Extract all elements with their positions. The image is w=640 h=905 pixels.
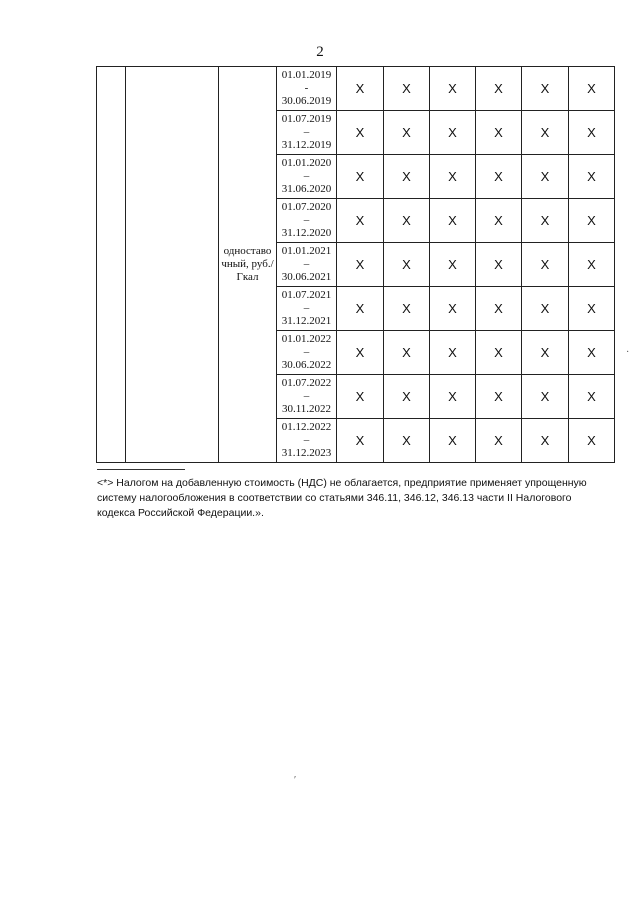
value-cell: X [337, 331, 384, 375]
value-cell: X [522, 419, 569, 463]
value-cell: X [522, 199, 569, 243]
period-to: 31.12.2021 [281, 315, 332, 327]
unit-cell: одноставо чный, руб./Гкал [219, 67, 277, 463]
value-cell: X [430, 243, 476, 287]
value-cell: X [522, 375, 569, 419]
value-cell: X [384, 419, 430, 463]
value-cell: X [430, 199, 476, 243]
period-dash: - [304, 82, 309, 94]
value-cell: X [476, 243, 522, 287]
value-cell: X [569, 67, 615, 111]
period-to: 31.12.2023 [281, 447, 332, 459]
value-cell: X [522, 67, 569, 111]
value-cell: X [384, 67, 430, 111]
value-cell: X [430, 111, 476, 155]
value-cell: X [476, 199, 522, 243]
value-cell: X [476, 419, 522, 463]
footnote-separator [97, 469, 185, 470]
value-cell: X [384, 331, 430, 375]
value-cell: X [337, 199, 384, 243]
value-cell: X [384, 287, 430, 331]
empty-cell [126, 67, 219, 463]
period-to: 31.12.2020 [281, 227, 332, 239]
period-from: 01.01.2020 [281, 157, 332, 169]
period-from: 01.07.2020 [281, 201, 332, 213]
period-dash: – [303, 346, 310, 358]
period-dash: – [303, 258, 310, 270]
value-cell: X [384, 199, 430, 243]
value-cell: X [522, 155, 569, 199]
value-cell: X [337, 375, 384, 419]
stray-mark: ′ [294, 775, 297, 786]
period-dash: – [303, 302, 310, 314]
value-cell: X [337, 155, 384, 199]
value-cell: X [569, 331, 615, 375]
period-cell [277, 243, 337, 287]
footnote: <*> Налогом на добавленную стоимость (НДС) не облагается, предприятие применяет упрощенную систему налогообложения в соответствии со статьями 346.11, 346.12, 346.13 части II Налогового кодекса Российской Федерации.». [97, 477, 587, 519]
empty-cell [97, 67, 126, 463]
value-cell: X [569, 419, 615, 463]
value-cell: X [476, 67, 522, 111]
period-cell [277, 287, 337, 331]
value-cell: X [522, 287, 569, 331]
value-cell: X [430, 155, 476, 199]
value-cell: X [384, 375, 430, 419]
period-cell [277, 111, 337, 155]
value-cell: X [430, 331, 476, 375]
value-cell: X [384, 155, 430, 199]
period-to: 30.06.2021 [281, 271, 332, 283]
period-to: 31.12.2019 [281, 139, 332, 151]
value-cell: X [430, 375, 476, 419]
value-cell: X [384, 111, 430, 155]
value-cell: X [569, 375, 615, 419]
period-from: 01.07.2022 [281, 377, 332, 389]
period-dash: – [303, 390, 310, 402]
value-cell: X [337, 419, 384, 463]
value-cell: X [522, 331, 569, 375]
table-body [97, 67, 615, 463]
period-cell [277, 155, 337, 199]
value-cell: X [430, 67, 476, 111]
value-cell: X [384, 243, 430, 287]
value-cell: X [476, 111, 522, 155]
value-cell: X [476, 155, 522, 199]
value-cell: X [430, 419, 476, 463]
value-cell: X [569, 111, 615, 155]
period-from: 01.01.2019 [281, 69, 332, 81]
value-cell: X [522, 111, 569, 155]
value-cell: X [476, 287, 522, 331]
margin-mark: · [626, 347, 630, 358]
value-cell: X [337, 111, 384, 155]
period-dash: – [303, 214, 310, 226]
period-cell [277, 419, 337, 463]
period-dash: – [303, 170, 310, 182]
period-from: 01.12.2022 [281, 421, 332, 433]
period-from: 01.07.2019 [281, 113, 332, 125]
period-dash: – [303, 434, 310, 446]
period-from: 01.01.2022 [281, 333, 332, 345]
value-cell: X [522, 243, 569, 287]
period-dash: – [303, 126, 310, 138]
period-cell [277, 199, 337, 243]
value-cell: X [337, 67, 384, 111]
page-number: 2 [316, 44, 324, 60]
period-to: 30.11.2022 [281, 403, 332, 415]
period-cell [277, 67, 337, 111]
value-cell: X [430, 287, 476, 331]
period-to: 30.06.2022 [281, 359, 332, 371]
value-cell: X [569, 199, 615, 243]
value-cell: X [569, 287, 615, 331]
period-to: 31.06.2020 [281, 183, 332, 195]
value-cell: X [569, 155, 615, 199]
period-to: 30.06.2019 [281, 95, 332, 107]
period-from: 01.01.2021 [281, 245, 332, 257]
tariff-table [96, 66, 615, 463]
value-cell: X [337, 243, 384, 287]
value-cell: X [476, 375, 522, 419]
value-cell: X [476, 331, 522, 375]
table-row [97, 67, 615, 111]
value-cell: X [337, 287, 384, 331]
value-cell: X [569, 243, 615, 287]
period-cell [277, 375, 337, 419]
period-from: 01.07.2021 [281, 289, 332, 301]
period-cell [277, 331, 337, 375]
